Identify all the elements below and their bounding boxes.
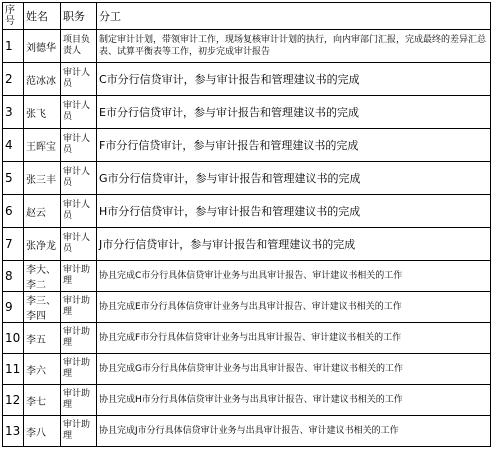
row-index: 2 bbox=[3, 63, 24, 96]
row-name: 李六 bbox=[24, 354, 61, 385]
row-duty: H市分行信贷审计，参与审计报告和管理建议书的完成 bbox=[97, 195, 491, 228]
row-duty: 协且完成F市分行具体信贷审计业务与出具审计报告、审计建议书相关的工作 bbox=[97, 323, 491, 354]
row-duty: E市分行信贷审计，参与审计报告和管理建议书的完成 bbox=[97, 96, 491, 129]
audit-staff-table bbox=[2, 2, 491, 447]
row-name: 范冰冰 bbox=[24, 63, 61, 96]
row-role: 审计助理 bbox=[61, 261, 97, 292]
table-row bbox=[3, 228, 491, 261]
table-row bbox=[3, 323, 491, 354]
row-role: 审计助理 bbox=[61, 416, 97, 447]
table-row bbox=[3, 129, 491, 162]
row-role: 审计人员 bbox=[61, 63, 97, 96]
row-role: 审计人员 bbox=[61, 162, 97, 195]
row-index: 13 bbox=[3, 416, 24, 447]
row-duty: C市分行信贷审计，参与审计报告和管理建议书的完成 bbox=[97, 63, 491, 96]
row-role: 审计助理 bbox=[61, 354, 97, 385]
row-index: 1 bbox=[3, 30, 24, 63]
row-name: 刘德华 bbox=[24, 30, 61, 63]
row-role: 审计人员 bbox=[61, 129, 97, 162]
row-index: 10 bbox=[3, 323, 24, 354]
row-name: 李八 bbox=[24, 416, 61, 447]
table-row bbox=[3, 63, 491, 96]
row-duty: 协且完成J市分行具体信贷审计业务与出具审计报告、审计建议书相关的工作 bbox=[97, 416, 491, 447]
header-index: 序 号 bbox=[3, 3, 24, 30]
row-duty: 协且完成E市分行具体信贷审计业务与出具审计报告、审计建议书相关的工作 bbox=[97, 292, 491, 323]
row-duty: J市分行信贷审计，参与审计报告和管理建议书的完成 bbox=[97, 228, 491, 261]
table-row bbox=[3, 416, 491, 447]
row-name: 张飞 bbox=[24, 96, 61, 129]
row-name: 张三丰 bbox=[24, 162, 61, 195]
row-index: 9 bbox=[3, 292, 24, 323]
row-index: 3 bbox=[3, 96, 24, 129]
table-row bbox=[3, 385, 491, 416]
row-index: 11 bbox=[3, 354, 24, 385]
row-duty: 协且完成G市分行具体信贷审计业务与出具审计报告、审计建议书相关的工作 bbox=[97, 354, 491, 385]
row-duty: G市分行信贷审计，参与审计报告和管理建议书的完成 bbox=[97, 162, 491, 195]
table-row bbox=[3, 162, 491, 195]
header-duty: 分工 bbox=[97, 3, 491, 30]
row-index: 8 bbox=[3, 261, 24, 292]
row-name: 张净龙 bbox=[24, 228, 61, 261]
row-role: 审计助理 bbox=[61, 323, 97, 354]
row-index: 4 bbox=[3, 129, 24, 162]
row-name: 李大、李二 bbox=[24, 261, 61, 292]
header-row bbox=[3, 3, 491, 30]
row-role: 审计人员 bbox=[61, 96, 97, 129]
table-row bbox=[3, 261, 491, 292]
row-index: 12 bbox=[3, 385, 24, 416]
table-row bbox=[3, 354, 491, 385]
row-duty: 协且完成H市分行具体信贷审计业务与出具审计报告、审计建议书相关的工作 bbox=[97, 385, 491, 416]
row-name: 王晖宝 bbox=[24, 129, 61, 162]
row-duty: 制定审计计划，带领审计工作，现场复核审计计划的执行，向内审部门汇报，完成最终的差异汇总表、试算平衡表等工作，初步完成审计报告 bbox=[97, 30, 491, 63]
row-role: 审计人员 bbox=[61, 228, 97, 261]
header-role: 职务 bbox=[61, 3, 97, 30]
row-name: 李七 bbox=[24, 385, 61, 416]
table-row bbox=[3, 195, 491, 228]
row-index: 7 bbox=[3, 228, 24, 261]
header-name: 姓名 bbox=[24, 3, 61, 30]
row-role: 项目负责人 bbox=[61, 30, 97, 63]
table-row bbox=[3, 292, 491, 323]
table-row bbox=[3, 96, 491, 129]
table-row bbox=[3, 30, 491, 63]
row-role: 审计助理 bbox=[61, 385, 97, 416]
row-duty: F市分行信贷审计，参与审计报告和管理建议书的完成 bbox=[97, 129, 491, 162]
row-duty: 协且完成C市分行具体信贷审计业务与出具审计报告、审计建议书相关的工作 bbox=[97, 261, 491, 292]
row-name: 李五 bbox=[24, 323, 61, 354]
row-name: 李三、李四 bbox=[24, 292, 61, 323]
row-index: 6 bbox=[3, 195, 24, 228]
row-role: 审计助理 bbox=[61, 292, 97, 323]
row-index: 5 bbox=[3, 162, 24, 195]
row-name: 赵云 bbox=[24, 195, 61, 228]
row-role: 审计人员 bbox=[61, 195, 97, 228]
